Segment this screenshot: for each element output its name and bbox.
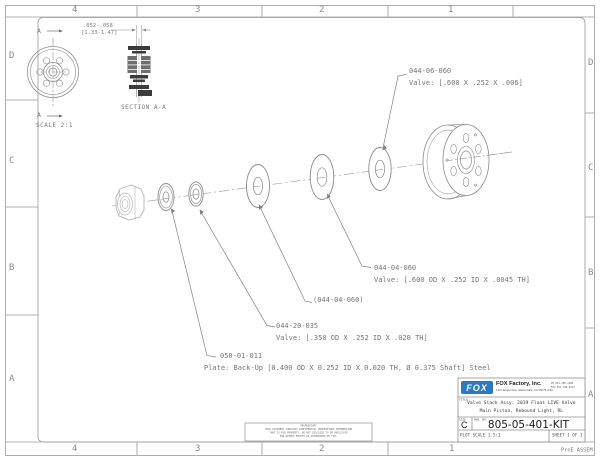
company-name: FOX Factory, Inc. [496, 381, 542, 387]
proprietary-heading: PROPRIETARY [300, 424, 317, 428]
title-label: TITLE [459, 397, 468, 401]
proprietary-line1: THIS DOCUMENT CONTAINS CONFIDENTIAL PROPRIETARY INFORMATION [265, 427, 353, 431]
zone-row-a-left: A [9, 374, 15, 384]
callout-044-04-060-desc: Valve: [.600 OD X .252 ID X .0045 TH] [374, 276, 530, 284]
callout-leaders [171, 75, 406, 358]
callout-044-20-035-pn: 044-20-035 [276, 322, 319, 330]
zone-row-b-left: B [9, 263, 15, 273]
zone-col-4-bottom: 4 [72, 444, 78, 454]
callout-050-01-011-pn: 050-01-011 [220, 352, 263, 360]
fox-logo: FOX [461, 381, 493, 394]
drawing-number: 805-05-401-KIT [487, 419, 570, 431]
zone-col-4-top: 4 [72, 5, 78, 15]
washer-backup-plate [158, 184, 174, 211]
section-label: SECTION A-A [121, 104, 167, 111]
washer-044-06-060 [369, 148, 391, 191]
dimension-mm: [1.33-1.47] [81, 29, 118, 36]
main-piston-3d [423, 125, 489, 200]
zone-col-2-bottom: 2 [319, 444, 325, 454]
zone-col-3-top: 3 [195, 5, 201, 15]
piston-front-view [28, 30, 79, 118]
zone-col-3-bottom: 3 [195, 444, 201, 454]
zone-row-c-right: C [588, 163, 594, 173]
zone-row-b-right: B [588, 268, 594, 278]
company-phone: PH 831-768-1100 [551, 381, 574, 385]
callout-044-20-035-desc: Valve: [.350 OD X .252 ID X .020 TH] [276, 334, 428, 342]
zone-col-1-bottom: 1 [449, 444, 455, 454]
footer-note: ProE ASSEM [561, 446, 593, 453]
section-marker-bottom: A [37, 111, 41, 119]
zone-row-a-right: A [588, 390, 594, 400]
dwg-no-label: DWG. NO. [474, 417, 488, 421]
scale-label: SCALE 2:1 [36, 122, 74, 129]
zone-row-d-right: D [588, 58, 594, 68]
washer-044-20-035 [189, 182, 203, 206]
section-view [111, 25, 152, 103]
zone-row-d-left: D [9, 51, 15, 61]
callout-044-06-060-desc: Valve: [.600 X .252 X .006] [409, 79, 523, 87]
section-marker-top: A [37, 27, 41, 35]
size-label: SIZE [459, 417, 466, 421]
callout-044-04-060-dup-pn: (044-04-060) [313, 296, 364, 304]
dimension-inches: .052-.058 [83, 23, 113, 29]
plot-scale: PLOT SCALE 1.5:1 [460, 433, 501, 438]
hex-nut [116, 185, 144, 220]
drawing-title-line1: Valve Stack Assy: 2019 Float LIVE Valve [467, 400, 576, 406]
zone-col-1-top: 1 [448, 5, 454, 15]
sheet-number: SHEET 1 OF 1 [552, 432, 583, 438]
company-address: 130 Hangar Way, Watsonville, CA 95076 USA [496, 389, 553, 392]
proprietary-note [245, 424, 372, 438]
callout-050-01-011-desc: Plate: Back-Up [0.400 OD X 0.252 ID X 0.020 TH, Ø 0.375 Shaft] Steel [204, 364, 491, 372]
company-fax: FAX 831-768-9312 [551, 385, 575, 389]
zone-col-2-top: 2 [319, 5, 325, 15]
drawing-title-line2: Main Piston, Rebound Light, RL [479, 407, 564, 413]
size-value: C [461, 420, 468, 430]
proprietary-line3: FOR OTHERS EXCEPT AS AUTHORIZED BY FOX. [279, 434, 338, 438]
exploded-assembly [112, 75, 512, 358]
washer-044-04-060-b [310, 155, 334, 200]
zone-row-c-left: C [9, 156, 15, 166]
callout-044-06-060-pn: 044-06-060 [409, 67, 452, 75]
proprietary-line2: THAT IS FOX PROPERTY. DO NOT DISCLOSE TO OR DUPLICATE [269, 431, 348, 435]
callout-044-04-060-pn: 044-04-060 [374, 264, 417, 272]
